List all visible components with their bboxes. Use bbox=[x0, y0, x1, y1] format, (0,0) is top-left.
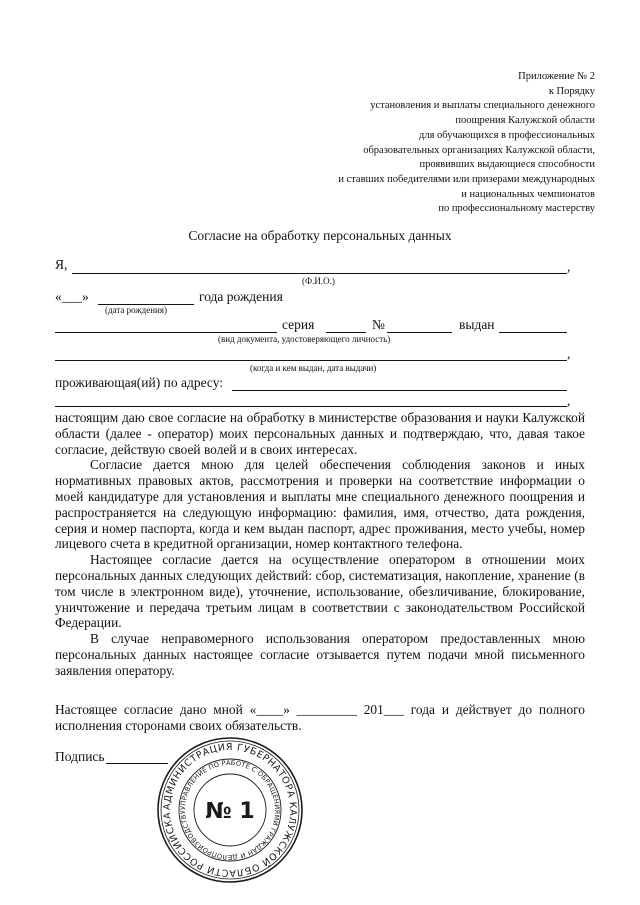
birth-label: года рождения bbox=[199, 289, 283, 304]
page-title: Согласие на обработку персональных данных bbox=[188, 228, 452, 243]
stamp-number: № 1 bbox=[205, 799, 255, 824]
consent-body bbox=[55, 410, 585, 679]
header-line: проявивших выдающиеся способности bbox=[419, 159, 595, 171]
header-line: Приложение № 2 bbox=[518, 71, 595, 82]
fio-caption: (Ф.И.О.) bbox=[302, 276, 335, 286]
header-line: по профессиональному мастерству bbox=[438, 203, 595, 215]
birth-caption: (дата рождения) bbox=[105, 305, 167, 315]
header-line: и ставших победителями или призерами международных bbox=[338, 173, 595, 185]
header-line: образовательных организациях Калужской области, bbox=[363, 144, 595, 156]
header-line: для обучающихся в профессиональных bbox=[419, 129, 595, 141]
official-stamp bbox=[155, 735, 305, 885]
series-field[interactable] bbox=[326, 332, 366, 333]
ya-label: Я, bbox=[55, 257, 68, 272]
comma: , bbox=[567, 393, 571, 408]
header-line: поощрения Калужской области bbox=[455, 115, 595, 127]
stamp-outer-text: АДМИНИСТРАЦИЯ ГУБЕРНАТОРА КАЛУЖСКОЙ ОБЛАСТИ РОССИЙСКА bbox=[161, 741, 299, 879]
issued-caption: (когда и кем выдан, дата выдачи) bbox=[250, 363, 377, 373]
comma: , bbox=[567, 259, 571, 274]
number-label: № bbox=[372, 317, 385, 332]
header-line: и национальных чемпионатов bbox=[461, 188, 595, 200]
document-header bbox=[338, 70, 595, 217]
issued-field[interactable] bbox=[499, 332, 567, 333]
paragraph-purpose: Согласие дается мною для целей обеспечения соблюдения законов и иных нормативных правовых актов, рассмотрения и проверки на соответствие информации о моей кандидатуре для установления и выплаты мне специального денежного поощрения и распространяется на следующую информацию: фамилия, имя, отчество, дата рождения, серия и номер паспорта, когда и кем выдан паспорт, адрес проживания, место учебы, номер лицевого счета в кредитной организации, номер контактного телефона. bbox=[55, 457, 585, 552]
paragraph-revocation: В случае неправомерного использования оператором предоставленных мною персональных данных настоящее согласие отзывается путем подачи мной письменного заявления оператору. bbox=[55, 631, 585, 678]
consent-date-block bbox=[55, 702, 585, 734]
fio-field[interactable] bbox=[72, 273, 567, 274]
paragraph-consent: настоящим даю свое согласие на обработку в министерстве образования и науки Калужской области (далее - оператор) моих персональных данных и подтверждаю, что, давая такое согласие, действую своей волей и в своих интересах. bbox=[55, 410, 585, 457]
document-caption: (вид документа, удостоверяющего личность) bbox=[218, 334, 391, 344]
header-line: к Порядку bbox=[548, 85, 595, 97]
paragraph-date: Настоящее согласие дано мной «____» _________ 201___ года и действует до полного исполнения сторонами своих обязательств. bbox=[55, 702, 585, 733]
document-type-field[interactable] bbox=[55, 332, 277, 333]
address-field-2[interactable] bbox=[55, 406, 567, 407]
birth-day-field[interactable]: «___» bbox=[55, 289, 89, 304]
number-field[interactable] bbox=[387, 332, 452, 333]
issued-by-field[interactable] bbox=[55, 360, 567, 361]
stamp-inner-text: УПРАВЛЕНИЕ ПО РАБОТЕ С ОБРАЩЕНИЯМИ ГРАЖДАН И ДЕЛОПРОИЗВОДСТВУ bbox=[178, 758, 282, 862]
header-line: установления и выплаты специального денежного bbox=[370, 100, 595, 112]
issued-label: выдан bbox=[459, 317, 495, 332]
paragraph-actions: Настоящее согласие дается на осуществление оператором в отношении моих персональных данных следующих действий: сбор, систематизация, накопление, хранение (в том числе в электронном виде), уточнение, использование, обезличивание, блокирование, уничтожение и передача третьим лицам в соответствии с законодательством Российской Федерации. bbox=[55, 552, 585, 631]
address-field[interactable] bbox=[232, 390, 567, 391]
series-label: серия bbox=[282, 317, 315, 332]
comma: , bbox=[567, 346, 571, 361]
stamp-seal-icon bbox=[155, 735, 305, 885]
address-label: проживающая(ий) по адресу: bbox=[55, 375, 224, 390]
signature-label: Подпись bbox=[55, 749, 105, 764]
